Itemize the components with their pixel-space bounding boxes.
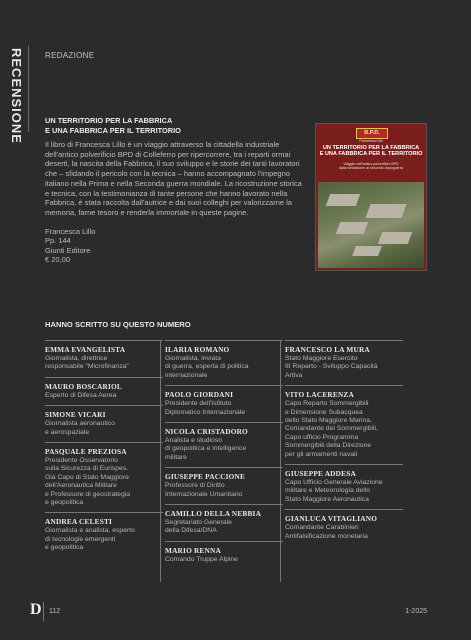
author-role (165, 519, 283, 536)
author-role (285, 400, 403, 459)
magazine-logo: D (30, 601, 42, 618)
book-author: Francesca Lillo (45, 226, 96, 236)
author-role-line: III Reparto - Sviluppo Capacità (285, 363, 378, 371)
author-role-line: della Difesa/DNA (165, 527, 217, 535)
cover-logo: B.P.D. (356, 128, 388, 139)
author-role-line: Stato Maggiore Esercito (285, 355, 358, 362)
author-name: EMMA EVANGELISTA (45, 345, 126, 354)
author-entry (45, 442, 163, 512)
author-role-line: Capo Reparto Sommergibili (285, 400, 369, 408)
cover-photo (318, 182, 424, 268)
cover-photo-building (352, 246, 382, 256)
author-name: GIANLUCA VITAGLIANO (285, 514, 378, 524)
author-role-line: Esperto di Difesa Aerea (45, 391, 117, 399)
issue-number: 1-2025 (405, 608, 427, 615)
author-role (45, 355, 163, 372)
author-role (45, 392, 163, 400)
cover-title-line: E UNA FABBRICA PER IL TERRITORIO (319, 151, 423, 158)
author-name: ILARIA ROMANO (165, 345, 230, 354)
cover-author: Francesca Lillo (359, 139, 383, 143)
author-role-line: e geopolitica (45, 499, 84, 507)
author-role (165, 400, 283, 417)
author-role-line: Capo Ufficio Generale Aviazione (285, 479, 383, 487)
author-entry (45, 405, 163, 442)
author-role-line: Giornalista e analista, esperto (45, 527, 135, 535)
author-role (45, 527, 163, 552)
review-title-line: UN TERRITORIO PER LA FABBRICA (45, 116, 173, 125)
author-role (285, 355, 403, 380)
author-name: PASQUALE PREZIOSA (45, 447, 127, 457)
author-name: PAOLO GIORDANI (165, 390, 234, 400)
author-role-line: e Dimensione Subacquea (285, 408, 363, 416)
cover-photo-building (326, 194, 360, 206)
author-entry (285, 385, 403, 464)
author-role (45, 457, 163, 507)
author-role (165, 355, 283, 380)
author-role-line: Comando Truppe Alpine (165, 555, 238, 563)
book-meta (45, 227, 307, 265)
author-role-line: dello Stato Maggiore Marina, (285, 417, 372, 425)
author-entry (285, 340, 403, 385)
author-name: MARIO RENNA (165, 545, 221, 555)
author-role-line: dell'Aeronautica Militare (45, 482, 117, 490)
author-entry (165, 541, 283, 569)
author-entry (165, 422, 283, 467)
author-role-line: di geopolitica e intelligence (165, 445, 247, 453)
author-name: ANDREA CELESTI (45, 517, 113, 527)
column-divider (280, 340, 281, 582)
vertical-divider (28, 46, 29, 132)
cover-subtitle-line: dalla fondazione al secondo dopoguerra (339, 166, 403, 171)
authors-column-1 (45, 340, 163, 558)
review-title (45, 116, 307, 135)
review-body: Il libro di Francesca Lillo è un viaggio attraverso la cittadella industriale dell'antico polverificio BPD di Colleferro per ripercorrere, tra i reparti ormai deserti, la nascita della Fabbrica, il suo sviluppo e le storie dei tanti lavoratori che – sfidando il pericolo con la tecnica – hanno accompagnato l'impegno italiano nella Prima e nella Seconda guerra mondiale. La ricostruzione storica e tecnica, con la testimonianza di tante persone che hanno lavorato nella Fabbrica, è stata raccolta dall'autrice e dai suoi colleghi per valorizzarne la memoria, farne tesoro e renderla immortale in queste pagine. (45, 140, 302, 217)
author-role-line: Sommergibili della Direzione (285, 442, 372, 450)
author-name: FRANCESCO LA MURA (285, 345, 370, 354)
author-role-line: e aerospaziale (45, 428, 90, 436)
book-pages: Pp. 144 (45, 236, 71, 246)
author-role (285, 479, 403, 504)
author-role-line: Antifalsificazione monetaria (285, 532, 368, 540)
author-role-line: Già Capo di Stato Maggiore (45, 473, 129, 481)
cover-subtitle-line: Viaggio nell'antico polverificio BPD (343, 162, 399, 166)
book-cover (316, 124, 426, 270)
author-role-line: responsabile "Microfinanza" (45, 363, 129, 371)
page-number: 112 (49, 608, 61, 615)
author-entry (285, 509, 403, 546)
author-name: GIUSEPPE PACCIONE (165, 472, 246, 482)
author-role (45, 420, 163, 437)
author-name: VITO LACERENZA (285, 390, 354, 400)
author-role-line: internazionale (165, 371, 208, 379)
cover-title (319, 145, 423, 158)
author-role-line: Artiva (285, 371, 303, 379)
author-role-line: Giornalista, direttrice (45, 355, 108, 362)
book-price: € 20,00 (45, 255, 71, 265)
author-role-line: Internazionale Umanitario (165, 490, 243, 498)
author-role-line: di tecnologie emergenti (45, 535, 116, 543)
author-entry (45, 512, 163, 557)
author-role-line: e Professore di geostrategia (45, 490, 131, 498)
section-label: REDAZIONE (45, 51, 95, 60)
author-role-line: Diplomatico Internazionale (165, 408, 246, 416)
author-entry (45, 377, 163, 405)
author-entry (165, 467, 283, 504)
author-name: MAURO BOSCARIOL (45, 381, 122, 391)
author-name: NICOLA CRISTADORO (165, 427, 248, 437)
author-entry (285, 464, 403, 509)
author-entry (165, 504, 283, 541)
author-role-line: Giornalista, inviata (165, 355, 221, 362)
author-role-line: Presidente dell'Istituto (165, 400, 232, 408)
author-role (165, 556, 283, 564)
author-entry (165, 340, 283, 385)
footer-divider (43, 602, 44, 621)
author-role (165, 437, 283, 462)
cover-subtitle (320, 162, 422, 171)
author-role (285, 524, 403, 541)
author-role-line: Comandante Carabinieri (285, 524, 359, 532)
authors-column-2 (165, 340, 283, 569)
authors-column-3 (285, 340, 403, 546)
cover-photo-building (365, 204, 406, 218)
author-role-line: militare (165, 453, 187, 461)
author-role-line: Professore di Diritto (165, 482, 225, 490)
author-role-line: sulla Sicurezza di Eurispes. (45, 465, 129, 473)
author-name: SIMONE VICARI (45, 410, 106, 420)
cover-photo-building (378, 232, 412, 244)
author-name: CAMILLO DELLA NEBBIA (165, 509, 262, 519)
author-name: GIUSEPPE ADDESA (285, 469, 356, 479)
authors-section-title: HANNO SCRITTO SU QUESTO NUMERO (45, 320, 191, 329)
author-role-line: Presidente Osservatorio (45, 457, 118, 465)
vertical-section-title: RECENSIONE (9, 48, 24, 144)
author-role-line: Giornalista aeronautico (45, 420, 115, 428)
author-role-line: Capo ufficio Programma (285, 433, 359, 441)
author-role-line: Segretariato Generale (165, 519, 232, 527)
author-role-line: Comandante dei Sommergibili, (285, 425, 378, 433)
review-title-line: E UNA FABBRICA PER IL TERRITORIO (45, 125, 181, 135)
author-entry (45, 340, 163, 377)
cover-title-line: UN TERRITORIO PER LA FABBRICA (322, 145, 420, 151)
author-role-line: Analista e studioso (165, 437, 223, 445)
author-role-line: militare e Meteorologia dello (285, 487, 371, 495)
author-role (165, 482, 283, 499)
author-role-line: di guerra, esperta di politica (165, 363, 249, 371)
column-divider (160, 340, 161, 582)
cover-photo-building (336, 222, 368, 234)
review-block (45, 116, 307, 265)
author-role-line: Stato Maggiore Aeronautica (285, 495, 369, 503)
author-entry (165, 385, 283, 422)
author-role-line: per gli armamenti navali (285, 450, 358, 458)
author-role-line: e geopolitica (45, 544, 84, 552)
book-publisher: Giunti Editore (45, 245, 91, 255)
